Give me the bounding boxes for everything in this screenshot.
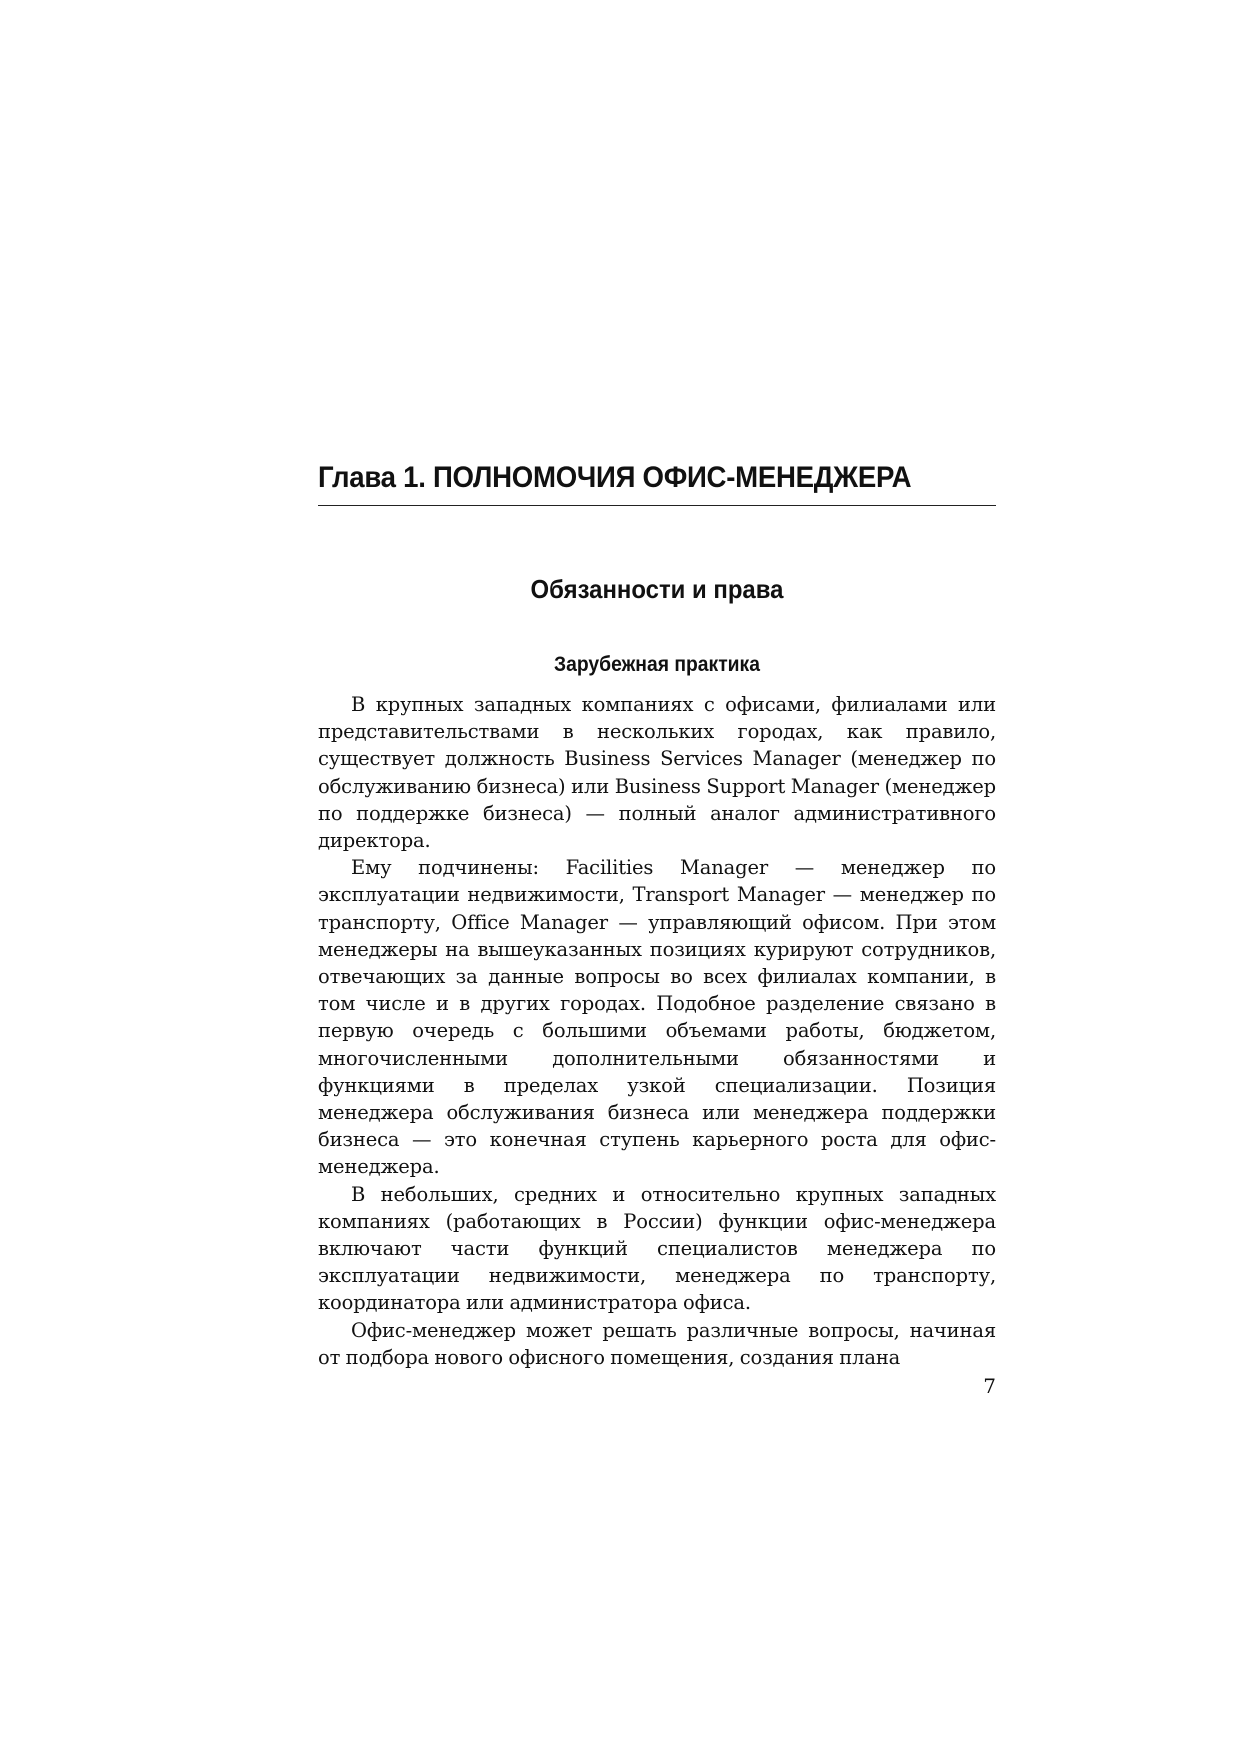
chapter-title: Глава 1. ПОЛНОМОЧИЯ ОФИС-МЕНЕДЖЕРА (318, 461, 912, 494)
page-number: 7 (983, 1374, 996, 1398)
section-title: Обязанности и права (530, 574, 784, 604)
paragraph: В небольших, средних и относительно крупных западных компаниях (работающих в России) функции офис-менеджера включают части функций специалистов менеджера по эксплуатации недвижимости, менеджера по транспорту, координатора или администратора офиса. (318, 1182, 996, 1315)
paragraph: Ему подчинены: Facilities Manager — менеджер по эксплуатации недвижимости, Transport Manager — менеджер по транспорту, Office Manager — управляющий офисом. При этом менеджеры на вышеуказанных позициях курируют сотрудников, отвечающих за данные вопросы во всех филиалах компании, в том числе и в других городах. Подобное разделение связано в первую очередь с большими объемами работы, бюджетом, многочисленными дополнительными обязанностями и функциями в пределах узкой специализации. Позиция менеджера обслуживания бизнеса или менеджера поддержки бизнеса — это конечная ступень карьерного роста для офис-менеджера. (318, 856, 996, 1179)
chapter-title-rule (318, 505, 996, 506)
subsection-title: Зарубежная практика (554, 653, 760, 676)
paragraph: Офис-менеджер может решать различные вопросы, начиная от подбора нового офисного помещения, создания плана (318, 1318, 996, 1369)
body-text (318, 691, 996, 1371)
paragraph: В крупных западных компаниях с офисами, филиалами или представительствами в нескольких городах, как правило, существует должность Business Services Manager (менеджер по обслуживанию бизнеса) или Business Support Manager (менеджер по поддержке бизнеса) — полный аналог административного директора. (318, 693, 996, 853)
